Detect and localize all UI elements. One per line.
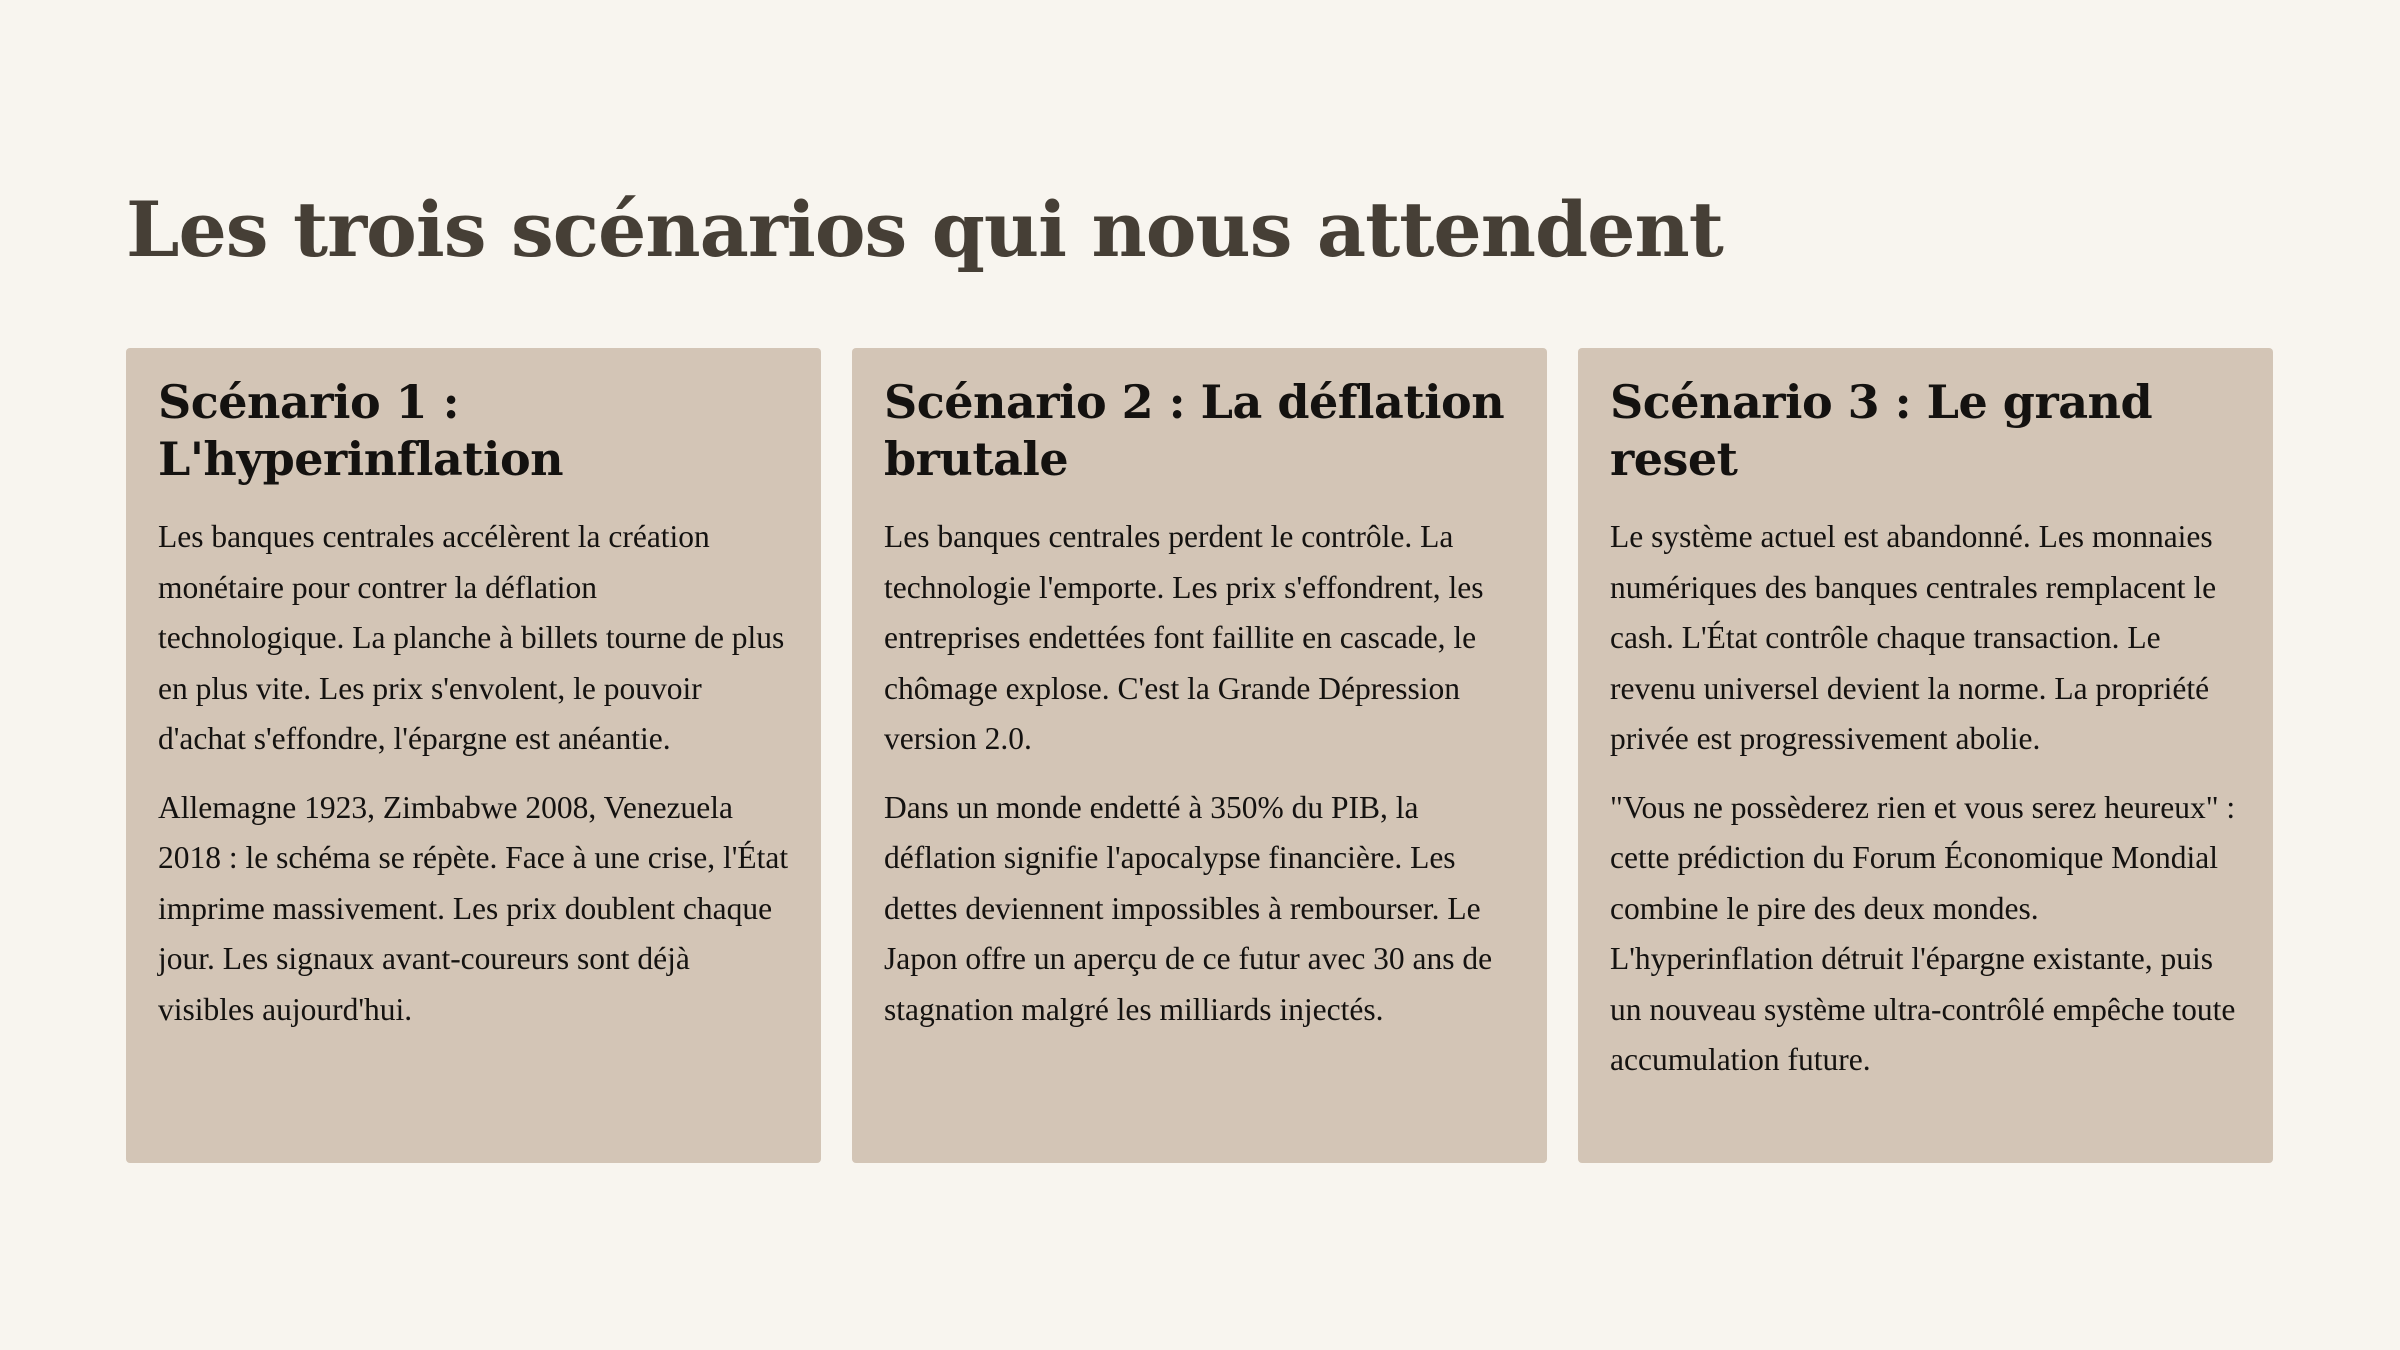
scenario-paragraph: Dans un monde endetté à 350% du PIB, la déflation signifie l'apocalypse financière. Les dettes deviennent impossibles à rembourser. Le Japon offre un aperçu de ce futur avec 30 ans de stagnation malgré les milliards injectés. <box>884 789 1493 1027</box>
scenario-paragraph: Les banques centrales accélèrent la création monétaire pour contrer la déflation technologique. La planche à billets tourne de plus en plus vite. Les prix s'envolent, le pouvoir d'achat s'effondre, l'épargne est anéantie. <box>158 519 785 756</box>
scenario-title: Scénario 1 : L'hyperinflation <box>158 375 564 486</box>
scenario-paragraph: Les banques centrales perdent le contrôle. La technologie l'emporte. Les prix s'effondrent, les entreprises endettées font faillite en cascade, le chômage explose. C'est la Grande Dépression version 2.0. <box>884 519 1484 756</box>
scenario-paragraph: Le système actuel est abandonné. Les monnaies numériques des banques centrales remplacent le cash. L'État contrôle chaque transaction. Le revenu universel devient la norme. La propriété privée est progressivement abolie. <box>1610 519 2217 756</box>
scenario-card-1 <box>126 348 821 1163</box>
scenario-paragraph: Allemagne 1923, Zimbabwe 2008, Venezuela 2018 : le schéma se répète. Face à une crise, l'État imprime massivement. Les prix doublent chaque jour. Les signaux avant-coureurs sont déjà visibles aujourd'hui. <box>158 789 789 1027</box>
slide <box>126 180 2274 1077</box>
scenario-card-2 <box>852 348 1547 1163</box>
scenario-title: Scénario 3 : Le grand reset <box>1610 375 2153 486</box>
scenario-cards <box>126 348 2274 1163</box>
page-title: Les trois scénarios qui nous attendent <box>126 185 1723 274</box>
scenario-card-3 <box>1578 348 2273 1163</box>
scenario-paragraph: "Vous ne possèderez rien et vous serez heureux" : cette prédiction du Forum Économique Mondial combine le pire des deux mondes. L'hyperinflation détruit l'épargne existante, puis un nouveau système ultra-contrôlé empêche toute accumulation future. <box>1610 789 2236 1077</box>
scenario-title: Scénario 2 : La déflation brutale <box>884 375 1505 486</box>
